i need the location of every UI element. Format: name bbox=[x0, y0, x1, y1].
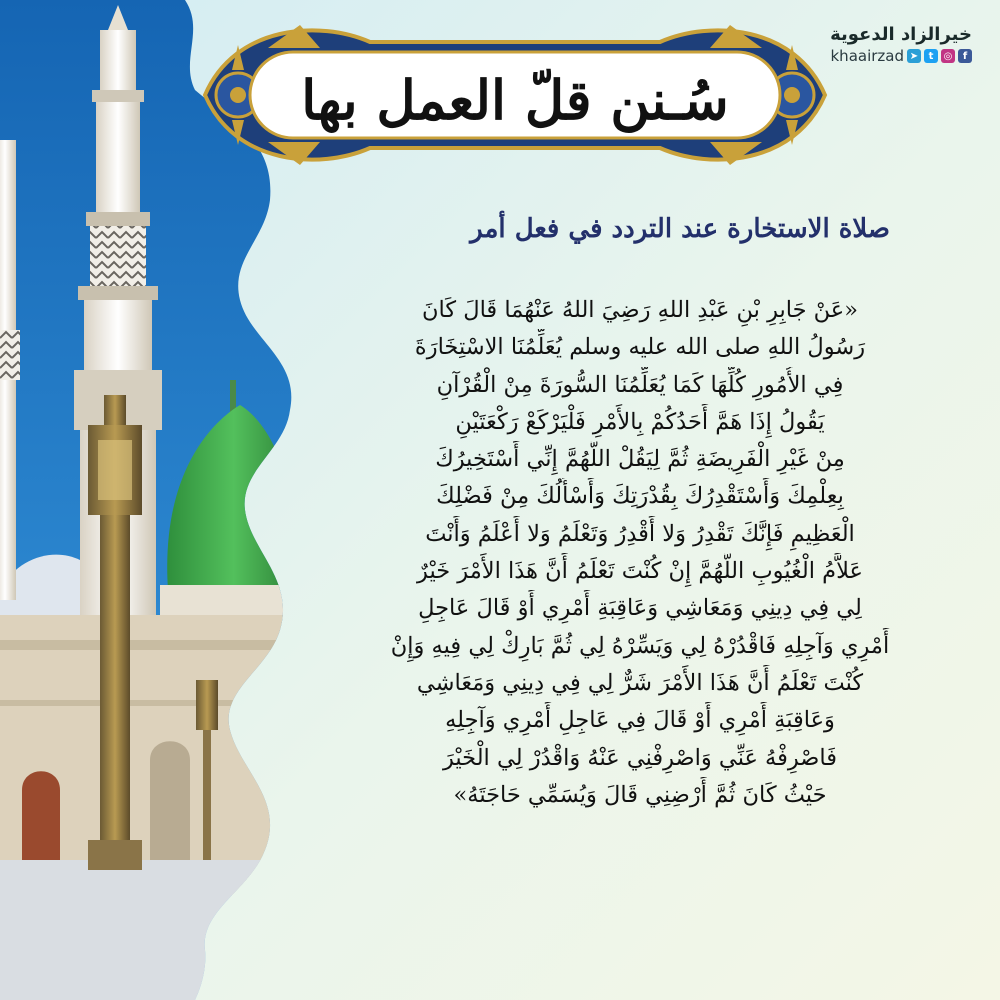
mosque-door bbox=[22, 771, 60, 860]
hadith-line: «عَنْ جَابِرِ بْنِ عَبْدِ اللهِ رَضِيَ اللهُ عَنْهُمَا قَالَ كَانَ bbox=[421, 297, 858, 323]
hadith-line: حَيْثُ كَانَ ثُمَّ أَرْضِنِي قَالَ وَيُسَمِّي حَاجَتَهُ» bbox=[453, 781, 827, 808]
instagram-icon[interactable]: ◎ bbox=[941, 49, 955, 63]
twitter-icon[interactable]: t bbox=[924, 49, 938, 63]
hadith-line: فِي الأُمُورِ كُلِّهَا كَمَا يُعَلِّمُنَا السُّورَةَ مِنْ الْقُرْآنِ bbox=[436, 371, 844, 398]
subtitle: صلاة الاستخارة عند التردد في فعل أمر bbox=[470, 214, 890, 244]
brand-block bbox=[829, 24, 973, 65]
social-row bbox=[829, 47, 973, 65]
hadith-line: عَلاَّمُ الْغُيُوبِ اللَّهُمَّ إِنْ كُنْتَ تَعْلَمُ أَنَّ هَذَا الأَمْرَ خَيْرٌ bbox=[417, 558, 863, 585]
hadith-line: مِنْ غَيْرِ الْفَرِيضَةِ ثُمَّ لِيَقُلْ اللَّهُمَّ إِنِّي أَسْتَخِيرُكَ bbox=[435, 446, 845, 473]
hadith-line: فَاصْرِفْهُ عَنِّي وَاصْرِفْنِي عَنْهُ وَاقْدُرْ لِي الْخَيْرَ bbox=[442, 744, 838, 771]
brand-handle[interactable]: khaairzad bbox=[830, 47, 904, 65]
hadith-text bbox=[300, 292, 980, 814]
hadith-line: الْعَظِيمِ فَإِنَّكَ تَقْدِرُ وَلا أَقْدِرُ وَتَعْلَمُ وَلا أَعْلَمُ وَأَنْتَ bbox=[425, 520, 855, 547]
page-title: سُـنن قلّ العمل بها bbox=[301, 68, 729, 132]
telegram-icon[interactable]: ➤ bbox=[907, 49, 921, 63]
hadith-line: وَعَاقِبَةِ أَمْرِي أَوْ قَالَ فِي عَاجِلِ أَمْرِي وَآجِلِهِ bbox=[445, 707, 835, 734]
brand-name: خيرالزاد الدعوية bbox=[830, 24, 972, 45]
facebook-icon[interactable]: f bbox=[958, 49, 972, 63]
hadith-line: أَمْرِي وَآجِلِهِ فَاقْدُرْهُ لِي وَيَسِّرْهُ لِي ثُمَّ بَارِكْ لِي فِيهِ وَإِنْ bbox=[390, 632, 890, 659]
hadith-line: رَسُولُ اللهِ صلى الله عليه وسلم يُعَلِّمُنَا الاسْتِخَارَةَ bbox=[414, 334, 866, 361]
hadith-line: يَقُولُ إِذَا هَمَّ أَحَدُكُمْ بِالأَمْرِ فَلْيَرْكَعْ رَكْعَتَيْنِ bbox=[455, 408, 825, 435]
hadith-line: كُنْتَ تَعْلَمُ أَنَّ هَذَا الأَمْرَ شَرٌّ لِي فِي دِينِي وَمَعَاشِي bbox=[416, 669, 864, 696]
hadith-line: لِي فِي دِينِي وَمَعَاشِي وَعَاقِبَةِ أَمْرِي أَوْ قَالَ عَاجِلِ bbox=[418, 595, 862, 622]
hadith-line: بِعِلْمِكَ وَأَسْتَقْدِرُكَ بِقُدْرَتِكَ وَأَسْأَلُكَ مِنْ فَضْلِكَ bbox=[436, 483, 844, 510]
